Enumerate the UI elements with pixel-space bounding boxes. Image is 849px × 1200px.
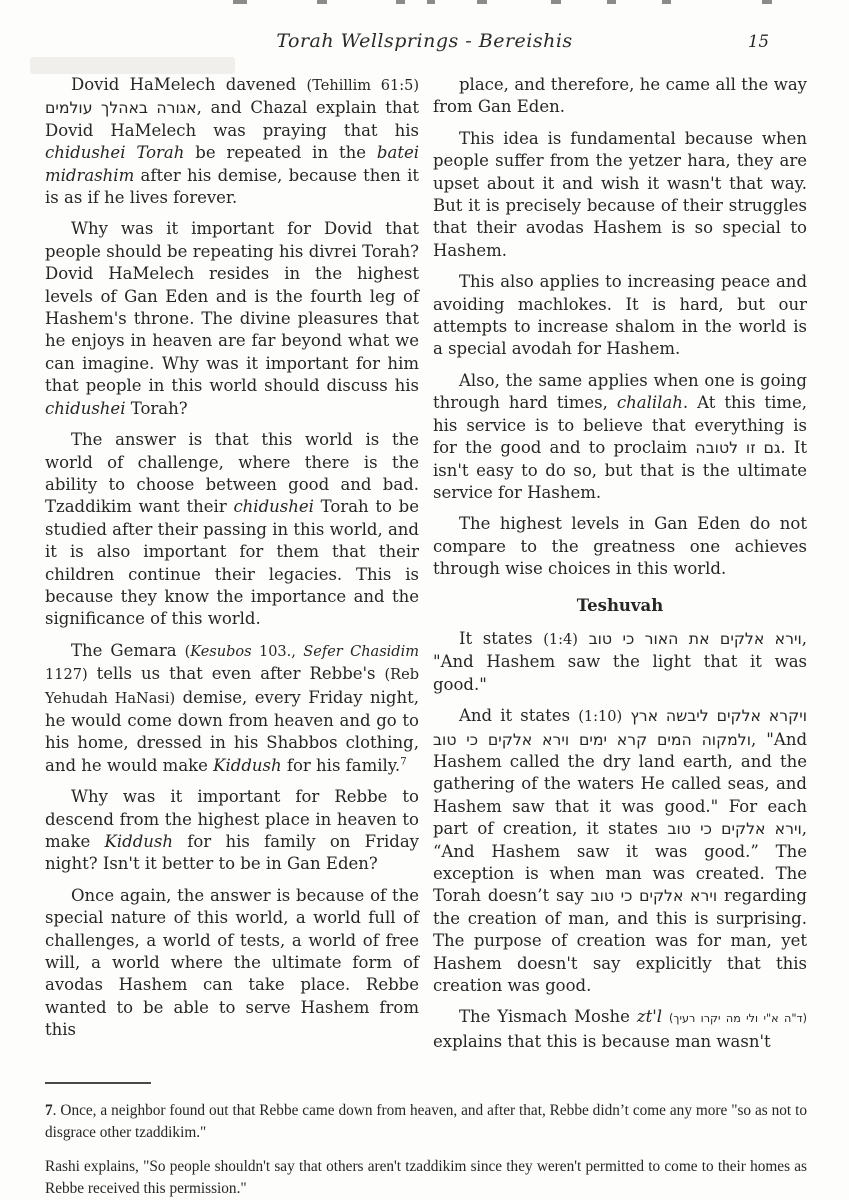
text-run: . Once, a neighbor found out that Rebbe came down from heaven, and after that, Rebbe didn’t come any more "so as not to disgrace other tzaddikim." [45, 1102, 807, 1141]
text-run: Rashi explains, "So people shouldn't say that others aren't tzaddikim since they weren't permitted to come to their homes as Rebbe received this permission." [45, 1158, 807, 1197]
hebrew-text: וירא אלקים כי טוב [667, 819, 802, 839]
text-run: Also, the same applies when one is going through hard times, [433, 370, 807, 413]
text-run: Torah? [125, 398, 188, 418]
text-run: Kesubos [190, 643, 252, 660]
text-run: 7 [45, 1102, 53, 1120]
text-run: , "And Hashem saw the light that it was good." [433, 628, 807, 694]
scan-smudge-artifact [30, 57, 235, 74]
text-run: chidushei [233, 497, 314, 517]
text-run: for his family. [281, 755, 401, 775]
footnote-section [45, 1082, 807, 1199]
paragraph [45, 429, 419, 631]
text-run: be repeated in the [184, 143, 377, 163]
text-run: demise, every Friday night, he would come down from heaven and go to his home, dressed in his Shabbos clothing, and he would make [45, 687, 419, 775]
paragraph [433, 74, 807, 119]
paragraph [433, 705, 807, 997]
text-run: The Gemara [71, 640, 185, 660]
text-run: This idea is fundamental because when people suffer from the yetzer hara, they are upset about it and wish it wasn't that way. But it is precisely because of their struggles that their avodas Hashem is so special to Hashem. [433, 128, 807, 260]
paragraph [45, 218, 419, 420]
text-run: Dovid HaMelech davened [71, 75, 307, 94]
text-run: , and Chazal explain that Dovid HaMelech was praying that his [45, 98, 419, 140]
text-run: Torah to be studied after their passing in this world, and it is also important for them that their children continue their legacies. This is because they know the importance and the significance of this world. [45, 497, 419, 629]
text-run: Why was it important for Rebbe to descend from the highest place in heaven to make [45, 787, 419, 851]
text-run: , "And Hashem called the dry land earth, and the gathering of the waters He called seas, and Hashem saw that it was good." For each part of creation, it states [433, 729, 808, 839]
hebrew-text: ויקרא אלקים ליבשה ארץ ולמקוה המים קרא ימים וירא אלקים כי טוב [433, 706, 807, 749]
text-run: chalilah [616, 393, 683, 413]
hebrew-text: וירא אלקים את האור כי טוב [588, 628, 802, 648]
text-run: (1:10) [578, 709, 623, 726]
text-run: place, and therefore, he came all the way from Gan Eden. [433, 75, 807, 117]
text-run: Kiddush [104, 832, 173, 851]
page-header [0, 0, 849, 58]
text-run: Why was it important for Dovid that people should be repeating his divrei Torah? Dovid HaMelech resides in the highest levels of Gan Eden and is the fourth leg of Hashem's throne. The divine pleasures that he enjoys in heaven are far beyond what we can imagine. Why was it important for him that people in this world should discuss his [45, 219, 419, 396]
text-run: Once again, the answer is because of the special nature of this world, a world full of challenges, a world of tests, a world of free will, a world where the ultimate form of avodas Hashem can take place. Rebbe wanted to be able to serve Hashem from this [45, 885, 419, 1040]
text-run: Sefer Chasidim [303, 643, 419, 660]
text-run: Teshuvah [576, 595, 664, 615]
text-run: (Tehillim 61:5) [306, 78, 419, 94]
text-run: explains that this is because man wasn't [433, 1031, 771, 1051]
text-run: after his demise, because then it is as if he lives forever. [45, 165, 419, 208]
text-run: (1:4) [543, 631, 578, 648]
paragraph [45, 786, 419, 876]
paragraph [45, 640, 419, 777]
paragraph [433, 271, 807, 361]
text-run: . At this time, his service is to believe that everything is for the good and to proclaim [433, 393, 807, 458]
paragraph [433, 1006, 807, 1053]
hebrew-text: וירא אלקים כי טוב [590, 886, 718, 906]
section-heading [433, 595, 807, 617]
left-column [45, 74, 419, 1062]
footnote-divider [45, 1082, 151, 1084]
hebrew-text: גם זו לטובה [695, 438, 781, 458]
text-run: . It isn't easy to do so, but that is the ultimate service for Hashem. [433, 438, 808, 502]
page-number: 15 [748, 32, 769, 51]
paragraph [45, 885, 419, 1042]
text-run: , “And Hashem saw it was good.” The exception is when man was created. The Torah doesn’t say [433, 819, 807, 906]
text-run: tells us that even after Rebbe's [87, 664, 385, 684]
hebrew-text: (ד"ה א"י ולי מה יקרו רעיך) [669, 1012, 807, 1026]
text-run: chidushei [45, 398, 126, 418]
text-run: regarding the creation of man, and this is surprising. The purpose of creation was for man, yet Hashem doesn't say explicitly that this creation was good. [433, 886, 807, 996]
text-run: Kiddush [213, 755, 282, 775]
text-run: The answer is that this world is the world of challenge, where there is the ability to choose between good and bad. Tzaddikim want their [45, 430, 419, 517]
text-run: And it states [459, 706, 579, 726]
body-columns [0, 74, 849, 1062]
paragraph [45, 74, 419, 209]
text-run: 7 [400, 756, 407, 768]
paragraph [433, 513, 807, 580]
text-run: This also applies to increasing peace and avoiding machlokes. It is hard, but our attempts to increase shalom in the world is a special avodah for Hashem. [433, 272, 807, 359]
text-run [662, 1007, 669, 1026]
paragraph [433, 128, 807, 262]
text-run: 103., [251, 643, 304, 660]
text-run: The Yismach Moshe [459, 1007, 637, 1027]
paragraph [45, 1100, 807, 1143]
footnotes [45, 1100, 807, 1199]
text-run: The highest levels in Gan Eden do not compare to the greatness one achieves through wise choices in this world. [433, 514, 807, 579]
paragraph [45, 1156, 807, 1199]
text-run: for his family on Friday night? Isn't it better to be in Gan Eden? [45, 832, 419, 874]
right-column [433, 74, 807, 1062]
text-run: ( [184, 643, 191, 660]
hebrew-text: אגורה באהלך עולמים [45, 98, 197, 118]
text-run: 1127) [45, 667, 88, 684]
text-run: chidushei Torah [45, 143, 185, 163]
page-title: Torah Wellsprings - Bereishis [276, 30, 573, 52]
text-run: batei midrashim [45, 143, 419, 185]
paragraph [433, 628, 807, 696]
paragraph [433, 370, 807, 504]
text-run: (Reb Yehudah HaNasi) [45, 667, 419, 707]
text-run: zt'l [636, 1007, 663, 1027]
text-run: It states [459, 628, 544, 648]
text-run [578, 629, 589, 648]
